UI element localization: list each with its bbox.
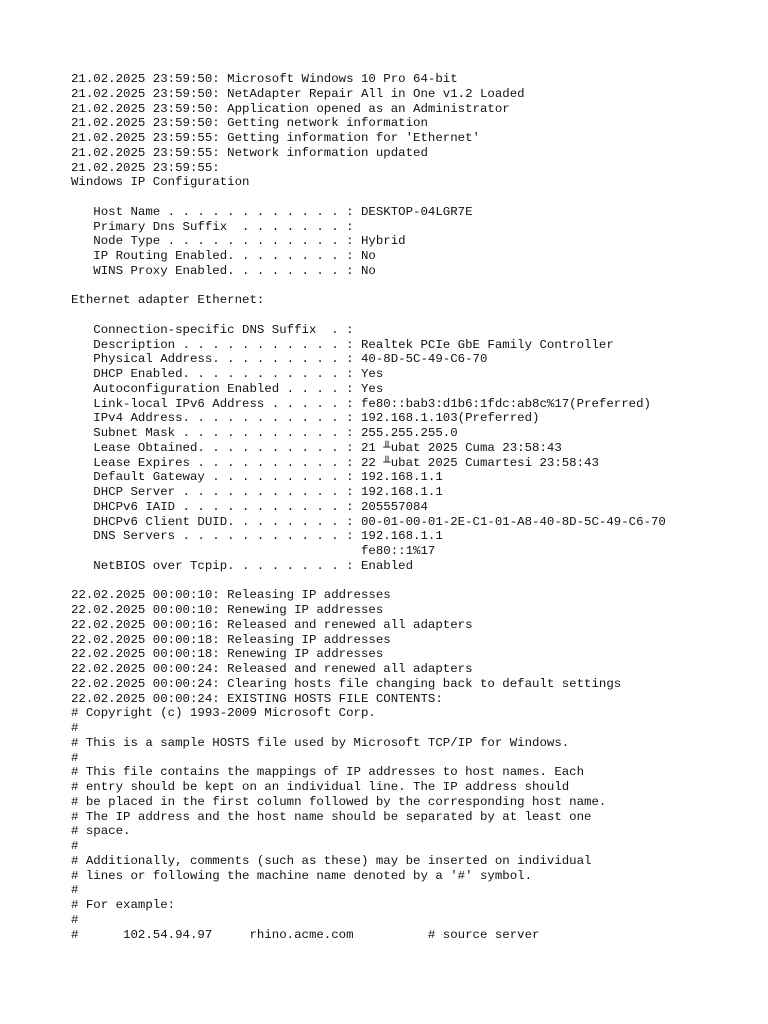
hosts-file-line: # (71, 750, 79, 765)
adapter-field: Link-local IPv6 Address . . . . . : fe80::bab3:d1b6:1fdc:ab8c%17(Preferred) (71, 396, 651, 411)
hosts-file-line: # (71, 839, 79, 853)
log-line: 22.02.2025 00:00:18: Releasing IP addresses (71, 632, 391, 647)
adapter-field: DHCPv6 Client DUID. . . . . . . . : 00-01-00-01-2E-C1-01-A8-40-8D-5C-49-C6-70 (71, 514, 666, 529)
section-heading: Ethernet adapter Ethernet: (71, 293, 265, 308)
log-line: 22.02.2025 00:00:24: Released and renewed all adapters (71, 662, 473, 676)
adapter-field: Default Gateway . . . . . . . . . : 192.168.1.1 (71, 470, 443, 485)
log-line: 22.02.2025 00:00:10: Releasing IP addresses (71, 588, 391, 603)
hosts-file-line: # 102.54.94.97 rhino.acme.com # source server (71, 927, 540, 942)
ip-config-field: IP Routing Enabled. . . . . . . . : No (71, 249, 376, 263)
ip-config-field: Node Type . . . . . . . . . . . . : Hybrid (71, 234, 406, 249)
adapter-field: IPv4 Address. . . . . . . . . . . : 192.168.1.103(Preferred) (71, 411, 540, 426)
hosts-file-line: # Copyright (c) 1993-2009 Microsoft Corp. (71, 706, 376, 721)
hosts-file-line: # For example: (71, 898, 176, 912)
ip-config-field: Primary Dns Suffix . . . . . . . : (71, 219, 354, 234)
section-heading: Windows IP Configuration (71, 175, 250, 190)
log-line: 21.02.2025 23:59:50: Getting network information (71, 116, 428, 131)
log-document (71, 72, 751, 942)
ip-config-field: WINS Proxy Enabled. . . . . . . . : No (71, 263, 376, 278)
log-line: 21.02.2025 23:59:50: Microsoft Windows 10 Pro 64-bit (71, 72, 458, 86)
adapter-field: Subnet Mask . . . . . . . . . . . : 255.255.255.0 (71, 426, 458, 440)
adapter-field: DHCP Server . . . . . . . . . . . : 192.168.1.1 (71, 485, 443, 499)
adapter-field-continuation: fe80::1%17 (71, 544, 436, 558)
hosts-file-line: # entry should be kept on an individual line. The IP address should (71, 780, 570, 794)
log-line: 21.02.2025 23:59:55: (71, 160, 220, 175)
adapter-field: DHCP Enabled. . . . . . . . . . . : Yes (71, 367, 384, 381)
blank-line (71, 308, 751, 323)
hosts-file-line: # The IP address and the host name should be separated by at least one (71, 809, 592, 824)
log-line: 22.02.2025 00:00:10: Renewing IP addresses (71, 603, 384, 617)
log-line: 21.02.2025 23:59:50: Application opened as an Administrator (71, 101, 510, 116)
adapter-field: NetBIOS over Tcpip. . . . . . . . : Enabled (71, 558, 414, 573)
hosts-file-line: # Additionally, comments (such as these) may be inserted on individual (71, 853, 592, 868)
log-line: 21.02.2025 23:59:55: Getting information for 'Ethernet' (71, 131, 480, 145)
ip-config-field: Host Name . . . . . . . . . . . . : DESKTOP-04LGR7E (71, 204, 473, 219)
hosts-file-line: # (71, 721, 79, 735)
adapter-field: Autoconfiguration Enabled . . . . : Yes (71, 381, 384, 396)
log-line: 22.02.2025 00:00:24: Clearing hosts file changing back to default settings (71, 676, 622, 691)
hosts-file-line: # space. (71, 824, 131, 839)
log-line: 22.02.2025 00:00:16: Released and renewed all adapters (71, 617, 473, 632)
adapter-field: DNS Servers . . . . . . . . . . . : 192.168.1.1 (71, 529, 443, 544)
blank-line (71, 279, 751, 294)
hosts-file-line: # lines or following the machine name denoted by a '#' symbol. (71, 868, 533, 883)
adapter-field: Physical Address. . . . . . . . . : 40-8D-5C-49-C6-70 (71, 352, 488, 367)
log-line: 21.02.2025 23:59:50: NetAdapter Repair All in One v1.2 Loaded (71, 86, 525, 101)
log-line: 21.02.2025 23:59:55: Network information updated (71, 145, 428, 160)
hosts-file-line: # (71, 912, 79, 927)
log-line: 22.02.2025 00:00:18: Renewing IP addresses (71, 647, 384, 662)
hosts-file-line: # (71, 883, 79, 898)
adapter-field: Lease Obtained. . . . . . . . . . : 21 ╨ubat 2025 Cuma 23:58:43 (71, 440, 562, 455)
log-line: 22.02.2025 00:00:24: EXISTING HOSTS FILE CONTENTS: (71, 691, 443, 706)
adapter-field: Lease Expires . . . . . . . . . . : 22 ╨ubat 2025 Cumartesi 23:58:43 (71, 455, 599, 470)
blank-line (71, 574, 751, 589)
hosts-file-line: # This is a sample HOSTS file used by Microsoft TCP/IP for Windows. (71, 735, 570, 750)
blank-line (71, 190, 751, 205)
hosts-file-line: # This file contains the mappings of IP addresses to host names. Each (71, 765, 585, 780)
adapter-field: DHCPv6 IAID . . . . . . . . . . . : 205557084 (71, 499, 428, 514)
adapter-field: Connection-specific DNS Suffix . : (71, 322, 354, 337)
adapter-field: Description . . . . . . . . . . . : Realtek PCIe GbE Family Controller (71, 337, 614, 352)
hosts-file-line: # be placed in the first column followed by the corresponding host name. (71, 794, 607, 809)
